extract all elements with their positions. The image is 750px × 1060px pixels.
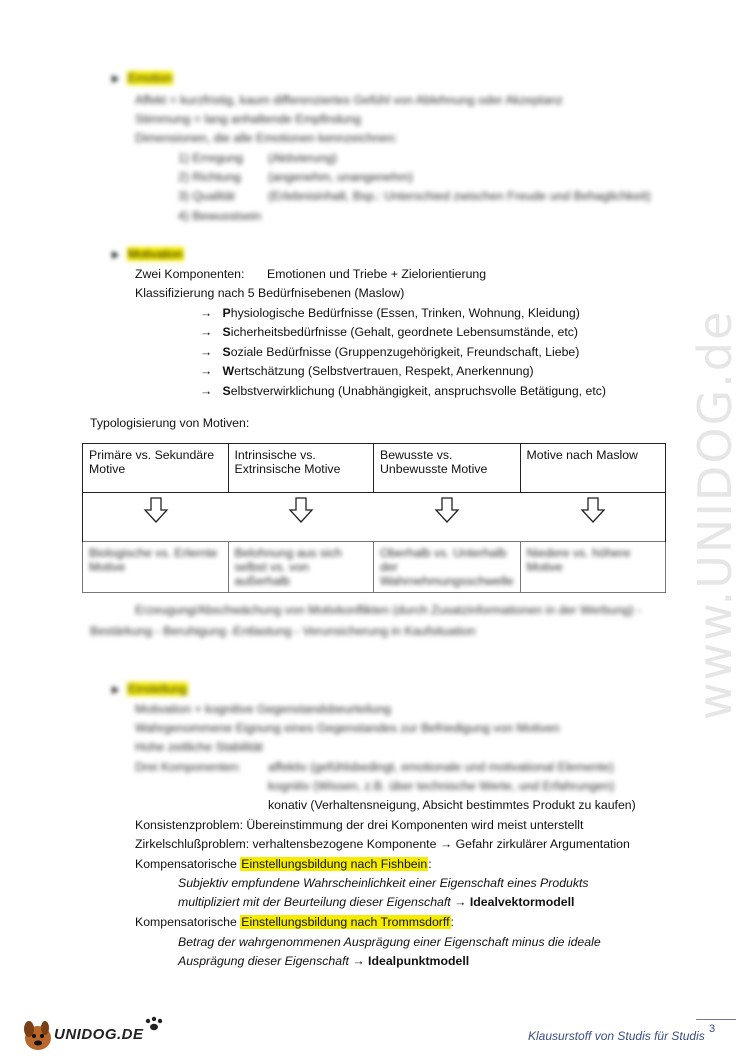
emotion-heading: Emotion xyxy=(112,71,173,85)
down-arrow-cell xyxy=(520,493,665,542)
dimension-item: 3) Qualität xyxy=(178,189,235,203)
trommsdorff-heading: Kompensatorische Einstellungsbildung nach Trommsdorff: xyxy=(135,915,454,929)
down-arrow-cell xyxy=(228,493,374,542)
typology-detail-cell: Oberhalb vs. Unterhalb der Wahrnehmungsschwelle xyxy=(374,542,521,593)
down-arrow-icon xyxy=(143,497,169,523)
typology-table xyxy=(82,443,666,593)
typology-detail-cell: Niedere vs. höhere Motive xyxy=(520,542,665,593)
trommsdorff-text: Ausprägung dieser Eigenschaft → Idealpunktmodell xyxy=(178,954,470,968)
footer-divider xyxy=(696,1019,736,1020)
need-item: → Soziale Bedürfnisse (Gruppenzugehörigkeit, Freundschaft, Liebe) xyxy=(200,345,580,359)
einstellung-component: kognitiv (Wissen, z.B. über technische Werte, und Erfahrungen) xyxy=(268,779,615,793)
bullet-arrow-icon xyxy=(112,686,119,694)
typology-header-cell: Bewusste vs. Unbewusste Motive xyxy=(374,444,521,493)
trommsdorff-text: Betrag der wahrgenommenen Ausprägung einer Eigenschaft minus die ideale xyxy=(178,935,601,949)
dimension-desc: (angenehm, unangenehm) xyxy=(268,170,413,184)
einstellung-component: affektiv (gefühlsbedingt, emotionale und motivational Elemente) xyxy=(268,760,614,774)
down-arrow-cell xyxy=(83,493,229,542)
typology-note: Erzeugung/Abschwächung von Motivkonflikten (durch Zusatzinformationen in der Werbung) - xyxy=(135,603,642,617)
bullet-arrow-icon xyxy=(112,251,119,259)
einstellung-heading: Einstellung xyxy=(112,682,188,696)
dimension-desc: (Aktivierung) xyxy=(268,151,338,165)
typology-header-row xyxy=(83,444,666,493)
page-number: 3 xyxy=(709,1023,716,1035)
typology-header-cell: Intrinsische vs. Extrinsische Motive xyxy=(228,444,374,493)
down-arrow-cell xyxy=(374,493,521,542)
typology-arrow-row xyxy=(83,493,666,542)
down-arrow-icon xyxy=(288,497,314,523)
typology-header-cell: Motive nach Maslow xyxy=(520,444,665,493)
dimension-item: 2) Richtung xyxy=(178,170,241,184)
typology-note: Bestärkung - Beruhigung -Entlastung - Verunsicherung in Kaufsituation xyxy=(90,624,476,638)
einstellung-component: konativ (Verhaltensneigung, Absicht bestimmtes Produkt zu kaufen) xyxy=(268,798,636,812)
down-arrow-icon xyxy=(580,497,606,523)
footer-tagline: Klausurstoff von Studis für Studis xyxy=(528,1029,705,1043)
typology-detail-row xyxy=(83,542,666,593)
dimension-item: 4) Bewusstsein xyxy=(178,209,262,223)
einstellung-line: Motivation + kognitive Gegenstandsbeurteilung xyxy=(135,702,392,716)
watermark: www.UNIDOG.de xyxy=(688,309,742,720)
fishbein-heading: Kompensatorische Einstellungsbildung nach Fishbein: xyxy=(135,857,432,871)
emotion-line: Affekt = kurzfristig, kaum differenziertes Gefühl von Ablehnung oder Akzeptanz xyxy=(135,93,563,107)
need-item: → Sicherheitsbedürfnisse (Gehalt, geordnete Lebensumstände, etc) xyxy=(200,325,579,339)
bullet-arrow-icon xyxy=(112,75,119,83)
circular-problem: Zirkelschlußproblem: verhaltensbezogene Komponente → Gefahr zirkulärer Argumentation xyxy=(135,837,630,851)
einstellung-components-label: Drei Komponenten: xyxy=(135,760,241,774)
consistency-problem: Konsistenzproblem: Übereinstimmung der drei Komponenten wird meist unterstellt xyxy=(135,818,584,832)
fishbein-result: Idealvektormodell xyxy=(469,895,575,909)
trommsdorff-result: Idealpunktmodell xyxy=(368,954,470,968)
fishbein-text: Subjektiv empfundene Wahrscheinlichkeit einer Eigenschaft eines Produkts xyxy=(178,876,589,890)
need-item: → Physiologische Bedürfnisse (Essen, Trinken, Wohnung, Kleidung) xyxy=(200,306,580,320)
typology-title: Typologisierung von Motiven: xyxy=(90,416,250,430)
down-arrow-icon xyxy=(434,497,460,523)
einstellung-line: Wahrgenommene Eignung eines Gegenstandes zur Befriedigung von Motiven xyxy=(135,721,560,735)
motivation-heading: Motivation xyxy=(112,247,184,261)
typology-detail-cell: Belohnung aus sich selbst vs. von außerhalb xyxy=(228,542,374,593)
motivation-classification: Klassifizierung nach 5 Bedürfnisebenen (Maslow) xyxy=(135,286,405,300)
typology-header-cell: Primäre vs. Sekundäre Motive xyxy=(83,444,229,493)
need-item: → Selbstverwirklichung (Unabhängigkeit, anspruchsvolle Betätigung, etc) xyxy=(200,384,607,398)
dimension-item: 1) Erregung xyxy=(178,151,243,165)
logo-text: UNIDOG.DE xyxy=(54,1026,144,1043)
motivation-components-value: Emotionen und Triebe + Zielorientierung xyxy=(267,267,487,281)
typology-detail-cell: Biologische vs. Erlernte Motive xyxy=(83,542,229,593)
einstellung-line: Hohe zeitliche Stabilität xyxy=(135,740,263,754)
need-item: → Wertschätzung (Selbstvertrauen, Respekt, Anerkennung) xyxy=(200,364,534,378)
emotion-line: Dimensionen, die alle Emotionen kennzeichnen: xyxy=(135,131,398,145)
motivation-components-label: Zwei Komponenten: xyxy=(135,267,245,281)
emotion-line: Stimmung = lang anhaltende Empfindung xyxy=(135,112,361,126)
fishbein-text: multipliziert mit der Beurteilung dieser Eigenschaft → Idealvektormodell xyxy=(178,895,575,909)
dimension-desc: (Erlebnisinhalt, Bsp.: Unterschied zwischen Freude und Behaglichkeit) xyxy=(268,189,651,203)
